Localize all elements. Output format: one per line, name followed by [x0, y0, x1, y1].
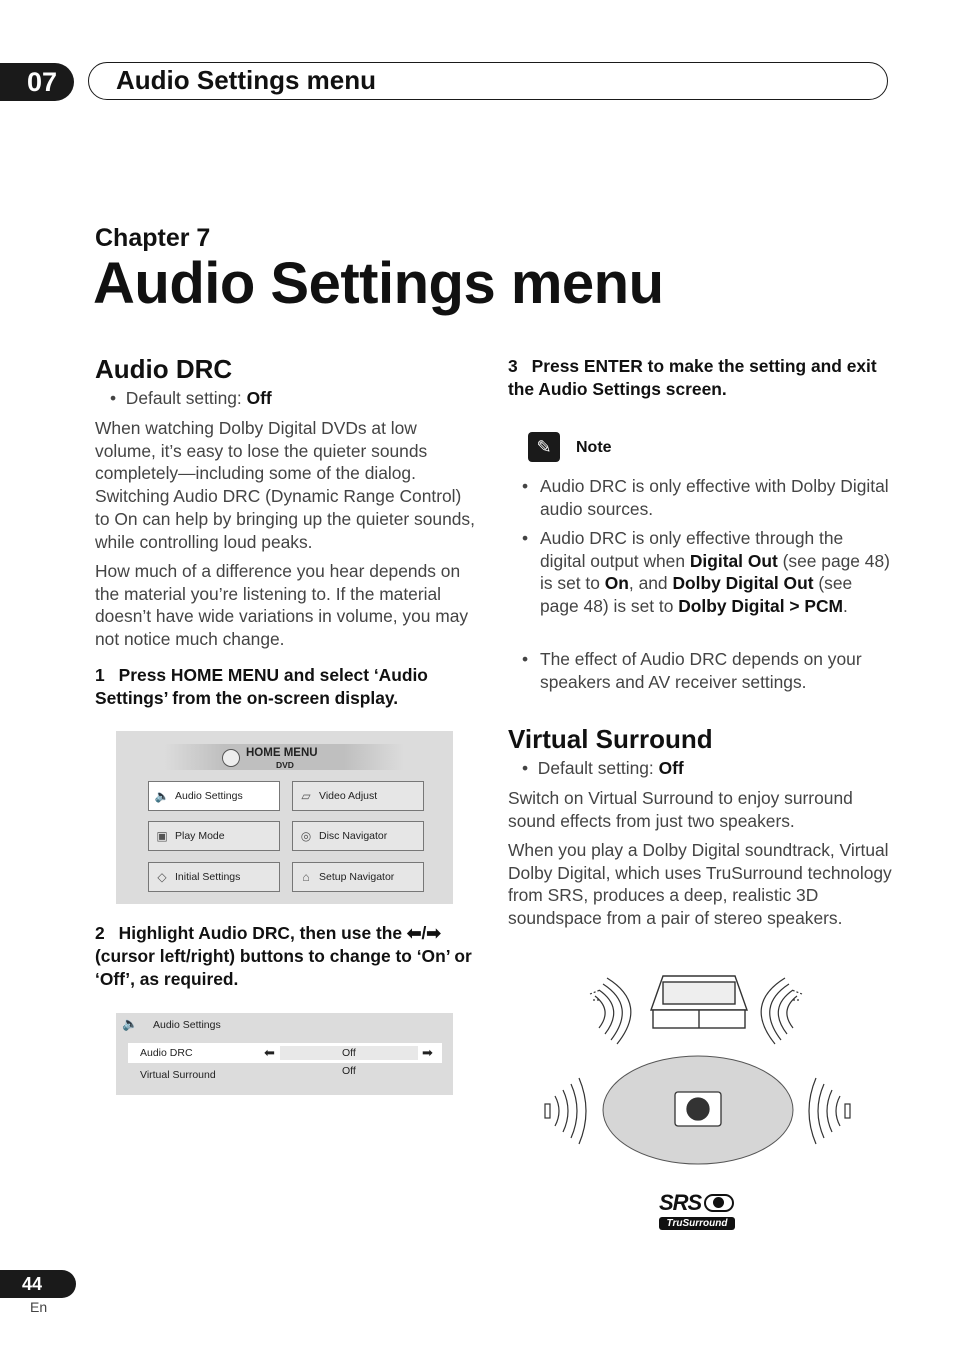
menu-button-label: Audio Settings: [175, 790, 243, 802]
virtual-speaker-left-icon: [590, 978, 631, 1044]
listener-icon: [675, 1092, 721, 1126]
speaker-icon: 🔈: [154, 789, 170, 803]
surround-illustration: [535, 968, 860, 1168]
chapter-label: Chapter 7: [95, 224, 211, 252]
audio-drc-default: • Default setting: Off: [110, 388, 272, 408]
setting-row-audio-drc[interactable]: [128, 1043, 442, 1063]
note-text: The effect of Audio DRC depends on your speakers and AV receiver settings.: [540, 649, 862, 692]
step-number: 3: [508, 356, 518, 376]
speaker-icon: 🔈: [122, 1016, 139, 1031]
default-prefix: Default setting:: [125, 388, 247, 408]
step-3: [508, 355, 892, 401]
note-bullet-1: • Audio DRC is only effective with Dolby Digital audio sources.: [522, 475, 892, 520]
speaker-left-icon: [545, 1078, 586, 1144]
setting-row-virtual-surround[interactable]: [128, 1065, 442, 1085]
menu-button-label: Initial Settings: [175, 871, 241, 883]
page-title: Audio Settings menu: [93, 251, 664, 316]
setting-label: Audio DRC: [140, 1047, 193, 1059]
setting-label: Virtual Surround: [140, 1069, 216, 1081]
language-label: En: [30, 1299, 48, 1315]
audio-drc-para2: How much of a difference you hear depends on the material you’re listening to. If the material doesn’t have wide variations in volume, you may not notice much change.: [95, 561, 469, 650]
audio-drc-heading: Audio DRC: [95, 354, 233, 384]
menu-button-audio-settings[interactable]: [148, 781, 280, 811]
default-prefix: Default setting:: [537, 758, 659, 778]
note-text: Audio DRC is only effective with Dolby Digital audio sources.: [540, 476, 889, 519]
page-number: 44: [0, 1270, 76, 1298]
disc-navigator-icon: ◎: [300, 829, 312, 843]
menu-button-label: Play Mode: [175, 830, 225, 842]
speaker-right-icon: [809, 1078, 850, 1144]
setting-value: Off: [342, 1065, 356, 1077]
menu-button-label: Setup Navigator: [319, 871, 395, 883]
virtual-speaker-right-icon: [761, 978, 802, 1044]
home-menu-subtitle: DVD: [276, 760, 294, 770]
trusurround-logo-text: TruSurround: [659, 1217, 735, 1230]
menu-button-disc-navigator[interactable]: [292, 821, 424, 851]
menu-button-initial-settings[interactable]: [148, 862, 280, 892]
srs-trusurround-logo: [659, 1190, 735, 1230]
menu-button-play-mode[interactable]: [148, 821, 280, 851]
default-value: Off: [246, 388, 272, 408]
arrow-right-icon[interactable]: ➡: [422, 1045, 433, 1060]
virtual-surround-para1: Switch on Virtual Surround to enjoy surround sound effects from just two speakers.: [508, 788, 853, 831]
tv-icon: [651, 976, 747, 1028]
initial-settings-icon: ◇: [157, 870, 167, 884]
menu-button-setup-navigator[interactable]: [292, 862, 424, 892]
default-value: Off: [658, 758, 684, 778]
menu-button-video-adjust[interactable]: [292, 781, 424, 811]
step-text: Press HOME MENU and select ‘Audio Settings’ from the on-screen display.: [95, 665, 428, 708]
step-text: Press ENTER to make the setting and exit the Audio Settings screen.: [508, 356, 877, 399]
home-menu-title: HOME MENU: [246, 747, 318, 759]
virtual-surround-heading: Virtual Surround: [508, 724, 713, 754]
pencil-icon: ✎: [528, 432, 560, 462]
video-adjust-icon: ▱: [301, 789, 311, 803]
audio-drc-para1: When watching Dolby Digital DVDs at low volume, it’s easy to lose the quieter sounds completely—including some of the dialog. Switching Audio DRC (Dynamic Range Control) to On can help by bringing up the quieter sounds, while controlling loud peaks.: [95, 418, 475, 552]
step-2: [95, 922, 479, 991]
disc-icon: [222, 749, 240, 767]
note-label: Note: [576, 439, 612, 456]
note-bullet-3: • The effect of Audio DRC depends on your speakers and AV receiver settings.: [522, 648, 892, 693]
setup-navigator-icon: ⌂: [302, 870, 310, 884]
arrow-left-icon[interactable]: ⬅: [264, 1045, 275, 1060]
menu-button-label: Disc Navigator: [319, 830, 388, 842]
virtual-surround-para2: When you play a Dolby Digital soundtrack, Virtual Dolby Digital, which uses TruSurround technology from SRS, produces a deep, realistic 3D soundspace from a pair of stereo speakers.: [508, 840, 892, 929]
chapter-number-badge: 07: [0, 63, 74, 101]
menu-button-label: Video Adjust: [319, 790, 378, 802]
virtual-surround-default: • Default setting: Off: [522, 758, 684, 778]
note-bullet-2: • Audio DRC is only effective through the digital output when Digital Out (see page 48) is set to On, and Dolby Digital Out (see page 48) is set to Dolby Digital > PCM.: [522, 527, 892, 618]
header-title: Audio Settings menu: [116, 65, 376, 95]
srs-circle-icon: [704, 1194, 734, 1212]
play-mode-icon: ▣: [156, 829, 168, 843]
audio-settings-title: Audio Settings: [153, 1019, 221, 1031]
setting-value: Off: [342, 1047, 356, 1059]
step-1: [95, 664, 475, 710]
step-number: 2: [95, 923, 105, 943]
step-number: 1: [95, 665, 105, 685]
note-text: Audio DRC is only effective through the digital output when Digital Out (see page 48) is set to On, and Dolby Digital Out (see page 48) is set to Dolby Digital > PCM.: [540, 528, 890, 617]
step-text: Highlight Audio DRC, then use the ⬅/➡ (cursor left/right) buttons to change to ‘On’ or ‘Off’, as required.: [95, 923, 472, 989]
srs-logo-text: SRS: [659, 1190, 702, 1215]
